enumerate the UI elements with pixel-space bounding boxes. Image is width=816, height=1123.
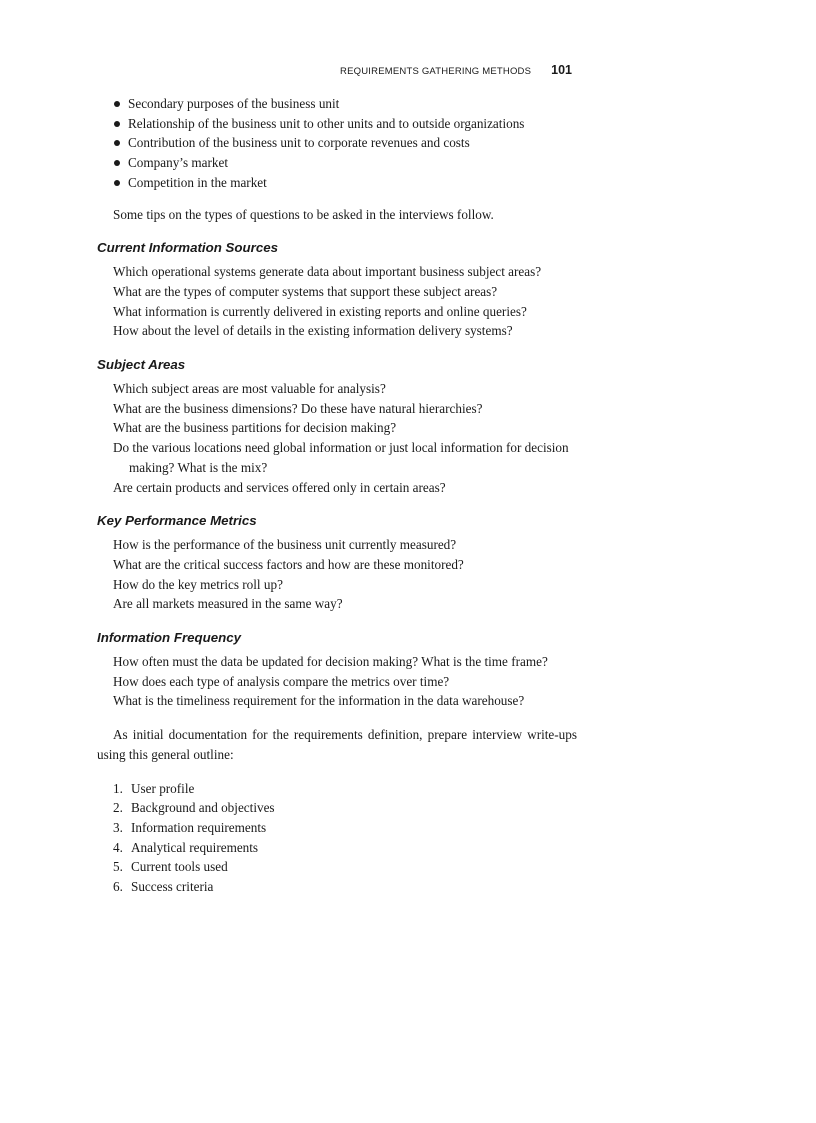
outline-text: User profile [131,780,195,796]
section-heading-subject-areas: Subject Areas [97,357,186,373]
question-item: What is the timeliness requirement for the information in the data warehouse? [113,693,525,709]
bullet-item: Contribution of the business unit to corporate revenues and costs [113,133,577,153]
bullet-item: Relationship of the business unit to other units and to outside organizations [113,114,577,134]
page-number: 101 [551,63,572,77]
question-list-information-frequency [97,652,577,711]
outline-text: Analytical requirements [131,839,259,855]
outline-number: 5. [113,859,123,875]
bullet-item: Company’s market [113,153,577,173]
question-item: What are the types of computer systems that support these subject areas? [113,283,498,299]
section-heading-current-information-sources: Current Information Sources [97,240,279,256]
bullet-item: Secondary purposes of the business unit [113,94,577,114]
outline-item [113,857,577,877]
question-item: Which subject areas are most valuable for analysis? [113,381,386,397]
intro-paragraph: Some tips on the types of questions to be asked in the interviews follow. [113,206,494,222]
question-item: How often must the data be updated for decision making? What is the time frame? [113,654,548,670]
question-item: How do the key metrics roll up? [113,576,283,592]
outline-item [113,818,577,838]
outline-item [113,779,577,799]
outline-item [113,838,577,858]
section-heading-information-frequency: Information Frequency [97,630,242,646]
outline-item [113,877,577,897]
question-item: How about the level of details in the existing information delivery systems? [113,323,513,339]
outline-number: 2. [113,800,123,816]
question-item: How does each type of analysis compare the metrics over time? [113,673,450,689]
question-item: How is the performance of the business unit currently measured? [113,537,457,553]
question-item: What are the business partitions for decision making? [113,420,397,436]
question-list-subject-areas [97,379,577,497]
question-item: Which operational systems generate data about important business subject areas? [113,264,542,280]
outline-list [97,779,577,897]
section-heading-key-performance-metrics: Key Performance Metrics [97,513,257,529]
page-body [97,94,577,897]
outline-number: 3. [113,819,123,835]
running-header [340,63,572,77]
outline-text: Current tools used [131,859,228,875]
question-item: What information is currently delivered in existing reports and online queries? [113,303,527,319]
question-list-current-information-sources [97,262,577,341]
question-item: Do the various locations need global information or just local information for decision making? What is the mix? [113,440,569,475]
question-item: What are the critical success factors and how are these monitored? [113,556,464,572]
question-item: Are all markets measured in the same way? [113,596,343,612]
running-title: REQUIREMENTS GATHERING METHODS [340,66,532,77]
outline-number: 4. [113,839,123,855]
question-list-key-performance-metrics [97,535,577,614]
outline-text: Success criteria [131,879,214,895]
outline-text: Background and objectives [131,800,275,816]
outline-number: 1. [113,780,123,796]
question-item: Are certain products and services offered only in certain areas? [113,479,446,495]
question-item: What are the business dimensions? Do these have natural hierarchies? [113,400,483,416]
closing-paragraph: As initial documentation for the requirements definition, prepare interview write-ups using this general outline: [97,727,577,762]
bullet-list [97,94,577,193]
outline-number: 6. [113,879,123,895]
outline-text: Information requirements [131,819,267,835]
outline-item [113,798,577,818]
bullet-item: Competition in the market [113,173,577,193]
